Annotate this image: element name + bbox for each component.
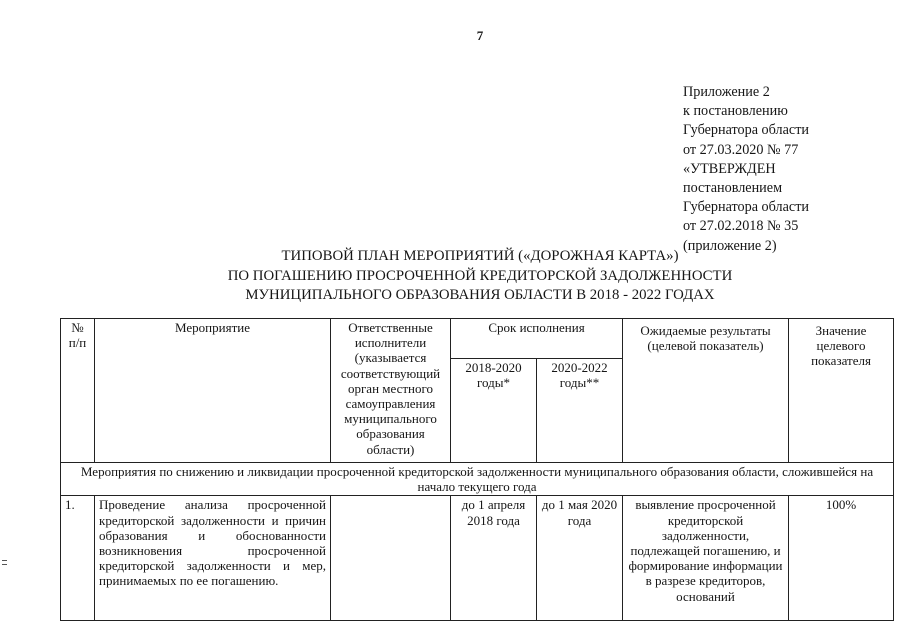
appendix-block	[683, 83, 903, 256]
row-period2-text: до 1 мая 2020 года	[541, 497, 618, 528]
plan-table	[60, 318, 894, 621]
appendix-line: Приложение 2	[683, 84, 770, 100]
appendix-line: Губернатора области	[683, 199, 809, 216]
scan-edge-marks	[2, 560, 8, 600]
row-executors	[331, 496, 451, 621]
title-line: ТИПОВОЙ ПЛАН МЕРОПРИЯТИЙ («ДОРОЖНАЯ КАРТА»)	[281, 248, 679, 264]
header-target: Значение целевого показателя	[789, 319, 894, 463]
appendix-line: от 27.02.2018 № 35	[683, 218, 799, 235]
row-executors-text	[335, 497, 446, 619]
page-number: 7	[476, 28, 484, 43]
row-activity	[95, 496, 331, 621]
title-line: ПО ПОГАШЕНИЮ ПРОСРОЧЕННОЙ КРЕДИТОРСКОЙ ЗАДОЛЖЕННОСТИ	[227, 267, 733, 284]
scan-mark	[2, 564, 7, 565]
row-results	[623, 496, 789, 621]
appendix-line: «УТВЕРЖДЕН	[683, 160, 776, 177]
section-row	[61, 463, 894, 496]
header-num: № п/п	[61, 319, 95, 463]
table-header-row	[61, 319, 894, 359]
row-period1-text: до 1 апреля 2018 года	[461, 497, 526, 528]
document-title	[140, 247, 820, 306]
header-period-2018-2020: 2018-2020 годы*	[451, 359, 537, 463]
header-activity: Мероприятие	[95, 319, 331, 463]
header-period-2020-2022: 2020-2022 годы**	[537, 359, 623, 463]
header-executors: Ответственные исполнители (указывается соответствующий орган местного самоуправления муниципального образования области)	[331, 319, 451, 463]
section-title: Мероприятия по снижению и ликвидации просроченной кредиторской задолженности муниципального образования области, сложившейся на начало текущего года	[61, 463, 894, 496]
header-results: Ожидаемые результаты (целевой показатель)	[623, 319, 789, 463]
table-row	[61, 496, 894, 621]
appendix-line: к постановлению	[683, 103, 788, 120]
appendix-line: постановлением	[683, 180, 783, 197]
header-deadline: Срок исполнения	[451, 319, 623, 359]
row-target	[789, 496, 894, 621]
row-results-text: выявление просроченной кредиторской задолженности, подлежащей погашению, и формирование информации в разрезе кредиторов, оснований	[628, 497, 783, 604]
row-num	[61, 496, 95, 621]
row-target-text: 100%	[825, 497, 857, 513]
appendix-line: от 27.03.2020 № 77	[683, 141, 799, 158]
row-period-2018-2020	[451, 496, 537, 621]
appendix-line: Губернатора области	[683, 122, 809, 139]
row-activity-text: Проведение анализа просроченной кредиторской задолженности и причин образования и обоснованности возникновения просроченной кредиторской задолженности и мер, принимаемых по ее погашению.	[99, 497, 326, 589]
scan-mark	[2, 560, 7, 561]
appendix-line: (приложение 2)	[683, 237, 777, 254]
row-num-text: 1.	[65, 497, 75, 513]
title-line: МУНИЦИПАЛЬНОГО ОБРАЗОВАНИЯ ОБЛАСТИ В 2018 - 2022 ГОДАХ	[245, 287, 715, 303]
row-period-2020-2022	[537, 496, 623, 621]
